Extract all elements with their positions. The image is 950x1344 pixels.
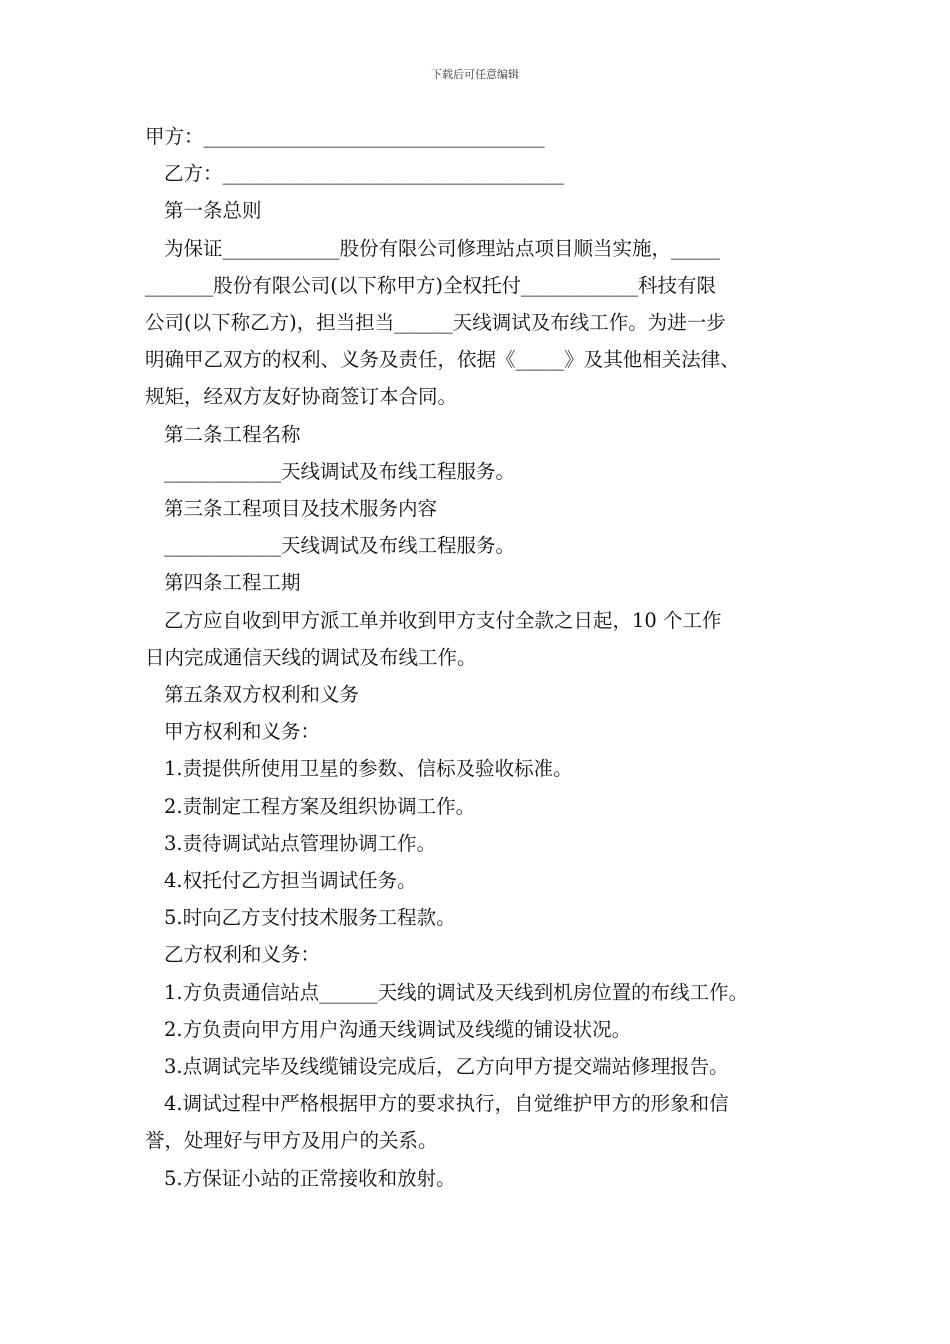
- contract-line: _______股份有限公司(以下称甲方)全权托付____________科技有限: [145, 273, 716, 297]
- contract-line: 3.点调试完毕及线缆铺设完成后，乙方向甲方提交端站修理报告。: [164, 1055, 729, 1079]
- contract-line: 4.权托付乙方担当调试任务。: [164, 869, 417, 893]
- contract-line: 5.方保证小站的正常接收和放射。: [164, 1166, 456, 1190]
- contract-line: 为保证____________股份有限公司修理站点项目顺当实施，_____: [164, 236, 720, 260]
- contract-line: 乙方：___________________________________: [164, 162, 564, 186]
- contract-line: 4.调试过程中严格根据甲方的要求执行，自觉维护甲方的形象和信: [164, 1092, 729, 1116]
- contract-line: ____________天线调试及布线工程服务。: [164, 534, 516, 558]
- page-header: 下载后可任意编辑: [431, 68, 519, 81]
- contract-line: 第四条工程工期: [164, 571, 301, 595]
- contract-line: 第二条工程名称: [164, 422, 301, 446]
- contract-line: 第五条双方权利和义务: [164, 683, 360, 707]
- contract-line: 3.责待调试站点管理协调工作。: [164, 831, 437, 855]
- contract-line: 乙方应自收到甲方派工单并收到甲方支付全款之日起，10 个工作: [164, 608, 722, 632]
- contract-line: 规矩，经双方友好协商签订本合同。: [145, 385, 458, 409]
- contract-line: 乙方权利和义务：: [164, 943, 321, 967]
- contract-line: ____________天线调试及布线工程服务。: [164, 459, 516, 483]
- contract-line: 公司(以下称乙方)，担当担当______天线调试及布线工作。为进一步: [145, 311, 726, 335]
- contract-line: 5.时向乙方支付技术服务工程款。: [164, 906, 456, 930]
- contract-line: 第一条总则: [164, 199, 262, 223]
- contract-line: 第三条工程项目及技术服务内容: [164, 497, 438, 521]
- contract-line: 2.责制定工程方案及组织协调工作。: [164, 794, 476, 818]
- contract-line: 1.责提供所使用卫星的参数、信标及验收标准。: [164, 757, 573, 781]
- contract-body: [145, 118, 825, 1197]
- contract-line: 明确甲乙双方的权利、义务及责任，依据《_____》及其他相关法律、: [145, 348, 740, 372]
- contract-line: 1.方负责通信站点______天线的调试及天线到机房位置的布线工作。: [164, 980, 749, 1004]
- contract-line: 日内完成通信天线的调试及布线工作。: [145, 645, 477, 669]
- contract-line: 誉，处理好与甲方及用户的关系。: [145, 1129, 438, 1153]
- contract-line: 2.方负责向甲方用户沟通天线调试及线缆的铺设状况。: [164, 1017, 632, 1041]
- contract-line: 甲方权利和义务：: [164, 720, 321, 744]
- contract-line: 甲方：___________________________________: [145, 125, 545, 148]
